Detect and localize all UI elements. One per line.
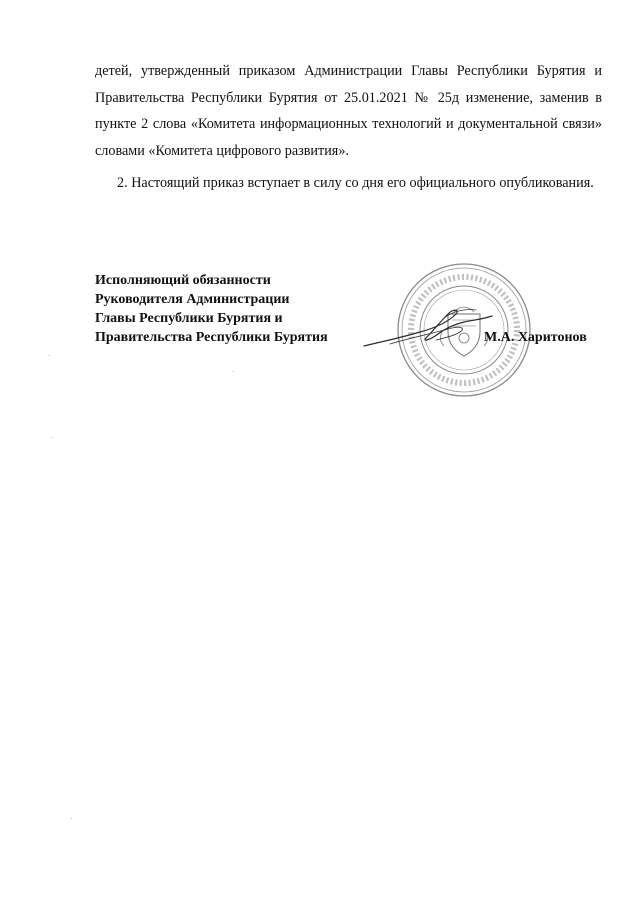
signatory-title-line-1: Исполняющий обязанности bbox=[95, 273, 271, 288]
signatory-name: М.А. Харитонов bbox=[484, 330, 587, 345]
scan-speck bbox=[233, 371, 234, 372]
scan-speck bbox=[49, 355, 50, 356]
paragraph-continuation: детей, утвержденный приказом Администрации Главы Республики Бурятия и Правительства Республики Бурятия от 25.01.2021 № 25д изменение, заменив в пункте 2 слова «Комитета информационных технологий и документальной связи» словами «Комитета цифрового развития». bbox=[95, 63, 602, 159]
scan-speck bbox=[71, 818, 72, 819]
paragraph-2: 2. Настоящий приказ вступает в силу со дня его официального опубликования. bbox=[117, 175, 594, 191]
handwritten-signature bbox=[360, 298, 500, 358]
signatory-title-line-2: Руководителя Администрации bbox=[95, 292, 290, 307]
signatory-title-line-3: Главы Республики Бурятия и bbox=[95, 311, 283, 326]
scan-speck bbox=[51, 437, 52, 438]
signatory-title-block bbox=[95, 271, 328, 347]
signatory-title-line-4: Правительства Республики Бурятия bbox=[95, 330, 328, 345]
